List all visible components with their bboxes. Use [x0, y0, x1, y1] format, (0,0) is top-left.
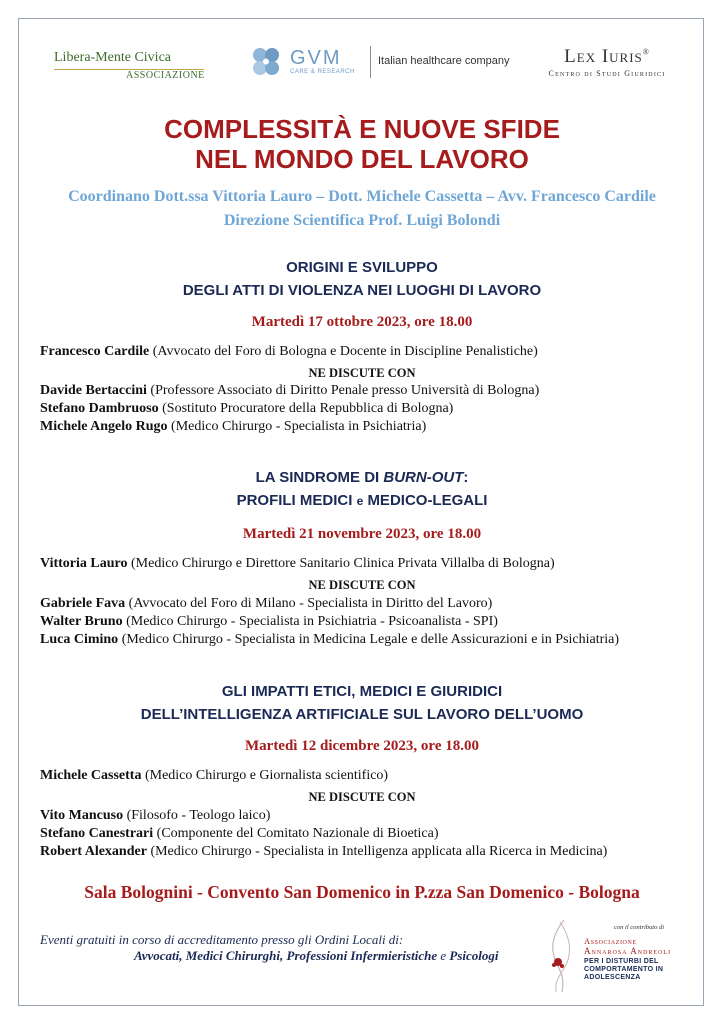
- heading-part: PROFILI MEDICI: [236, 492, 353, 509]
- moderator-role: (Medico Chirurgo e Direttore Sanitario Clinica Privata Villalba di Bologna): [131, 556, 555, 571]
- discussant-role: (Medico Chirurgo - Specialista in Psichiatria): [171, 419, 427, 434]
- session-1-discussant: [40, 383, 539, 399]
- discussant-role: (Filosofo - Teologo laico): [126, 808, 271, 823]
- session-1-date: Martedì 17 ottobre 2023, ore 18.00: [251, 314, 473, 330]
- discussant-name: Davide Bertaccini: [40, 383, 147, 398]
- discussant-role: (Sostituto Procuratore della Repubblica di Bologna): [162, 401, 454, 416]
- title-line-2: NEL MONDO DEL LAVORO: [195, 144, 529, 174]
- session-1-discussant: [40, 419, 426, 435]
- session-2-heading: [0, 466, 724, 513]
- libera-mente-logo: [54, 50, 214, 81]
- sponsor-logo: [542, 914, 692, 994]
- discussant-name: Stefano Dambruoso: [40, 401, 159, 416]
- heading-conjunction: e: [356, 494, 364, 508]
- session-2-discussant: [40, 632, 619, 648]
- sponsor-line-1: Associazione: [584, 936, 637, 946]
- libera-mente-sub: ASSOCIAZIONE: [126, 70, 205, 81]
- sponsor-line-3: PER I DISTURBI DEL COMPORTAMENTO IN ADOLESCENZA: [584, 958, 664, 981]
- discussant-name: Michele Angelo Rugo: [40, 419, 168, 434]
- discussant-name: Luca Cimino: [40, 632, 119, 647]
- session-2-discussant: [40, 614, 498, 630]
- scientific-direction: Direzione Scientifica Prof. Luigi Bolondi: [223, 212, 501, 229]
- lex-iuris-logo: [532, 46, 682, 78]
- gvm-tagline: Italian healthcare company: [378, 55, 510, 67]
- sponsor-pre: con il contributo di: [614, 924, 665, 931]
- session-3-discussant: [40, 808, 270, 824]
- discussant-role: (Avvocato del Foro di Milano - Specialista in Diritto del Lavoro): [128, 596, 493, 611]
- accreditation-note: Eventi gratuiti in corso di accreditamento presso gli Ordini Locali di:: [40, 932, 404, 947]
- session-2-discussant: [40, 596, 492, 612]
- accreditation-orders: [134, 948, 499, 964]
- session-3-discussant: [40, 844, 607, 860]
- session-1-heading: [0, 256, 724, 302]
- orders-list: Avvocati, Medici Chirurghi, Professioni Infermieristiche: [134, 948, 438, 963]
- page-title: [0, 114, 724, 174]
- session-1-moderator: [40, 344, 538, 360]
- lex-iuris-name: Lex Iuris: [564, 46, 643, 67]
- moderator-role: (Medico Chirurgo e Giornalista scientifico): [144, 768, 389, 783]
- lex-iuris-sub: Centro di Studi Giuridici: [548, 69, 666, 78]
- session-2-heading-line-2: [0, 489, 724, 513]
- gvm-flower-icon: [248, 44, 284, 80]
- session-3-heading-line-2: DELL’INTELLIGENZA ARTIFICIALE SUL LAVORO DELL’UOMO: [140, 706, 584, 723]
- discussant-role: (Medico Chirurgo - Specialista in Medicina Legale e delle Assicurazioni e in Psichiatria): [121, 632, 620, 647]
- session-3-discussant: [40, 826, 439, 842]
- session-1-heading-line-2: DEGLI ATTI DI VIOLENZA NEI LUOGHI DI LAVORO: [182, 282, 542, 299]
- moderator-name: Vittoria Lauro: [40, 556, 128, 571]
- session-3-moderator: [40, 768, 388, 784]
- gvm-logo: [248, 42, 518, 86]
- discussant-role: (Medico Chirurgo - Specialista in Intelligenza applicata alla Ricerca in Medicina): [150, 844, 608, 859]
- gvm-name: GVM: [290, 47, 342, 69]
- orders-last: Psicologi: [449, 948, 499, 963]
- session-3-date: Martedì 12 dicembre 2023, ore 18.00: [245, 738, 479, 754]
- discussant-role: (Medico Chirurgo - Specialista in Psichiatria - Psicoanalista - SPI): [126, 614, 498, 629]
- session-2-moderator: [40, 556, 555, 572]
- session-1-discussants-label: NE DISCUTE CON: [308, 366, 416, 380]
- moderator-name: Michele Cassetta: [40, 768, 142, 783]
- discussant-role: (Componente del Comitato Nazionale di Bioetica): [156, 826, 439, 841]
- discussant-name: Gabriele Fava: [40, 596, 126, 611]
- discussant-role: (Professore Associato di Diritto Penale presso Università di Bologna): [150, 383, 540, 398]
- title-line-1: COMPLESSITÀ E NUOVE SFIDE: [164, 114, 560, 144]
- heading-part: LA SINDROME DI: [255, 469, 380, 486]
- sponsor-line-2: Annarosa Andreoli: [584, 946, 672, 956]
- moderator-name: Francesco Cardile: [40, 344, 150, 359]
- session-2-heading-line-1: [0, 466, 724, 489]
- figure-silhouette-icon: [542, 918, 582, 994]
- discussant-name: Stefano Canestrari: [40, 826, 154, 841]
- session-3-discussants-label: NE DISCUTE CON: [308, 790, 416, 804]
- venue: Sala Bolognini - Convento San Domenico in P.zza San Domenico - Bologna: [84, 882, 640, 902]
- discussant-name: Walter Bruno: [40, 614, 123, 629]
- session-2-discussants-label: NE DISCUTE CON: [308, 578, 416, 592]
- coordinators: Coordinano Dott.ssa Vittoria Lauro – Dott. Michele Cassetta – Avv. Francesco Cardile: [68, 188, 656, 205]
- coordination: [0, 185, 724, 233]
- session-2-date: Martedì 21 novembre 2023, ore 18.00: [242, 526, 482, 542]
- session-3-heading-line-1: GLI IMPATTI ETICI, MEDICI E GIURIDICI: [221, 683, 503, 700]
- discussant-name: Robert Alexander: [40, 844, 147, 859]
- session-1-heading-line-1: ORIGINI E SVILUPPO: [286, 259, 438, 276]
- session-1-discussant: [40, 401, 453, 417]
- orders-conjunction: e: [440, 948, 447, 963]
- heading-part: MEDICO-LEGALI: [367, 492, 488, 509]
- moderator-role: (Avvocato del Foro di Bologna e Docente in Discipline Penalistiche): [152, 344, 538, 359]
- discussant-name: Vito Mancuso: [40, 808, 124, 823]
- heading-burnout: BURN-OUT: [383, 469, 464, 486]
- libera-mente-name: Libera-Mente Civica: [54, 50, 172, 65]
- gvm-sub: CARE & RESEARCH: [290, 69, 355, 75]
- session-3-heading: [0, 680, 724, 726]
- lex-iuris-mark: ®: [642, 47, 650, 57]
- heading-colon: :: [463, 469, 469, 486]
